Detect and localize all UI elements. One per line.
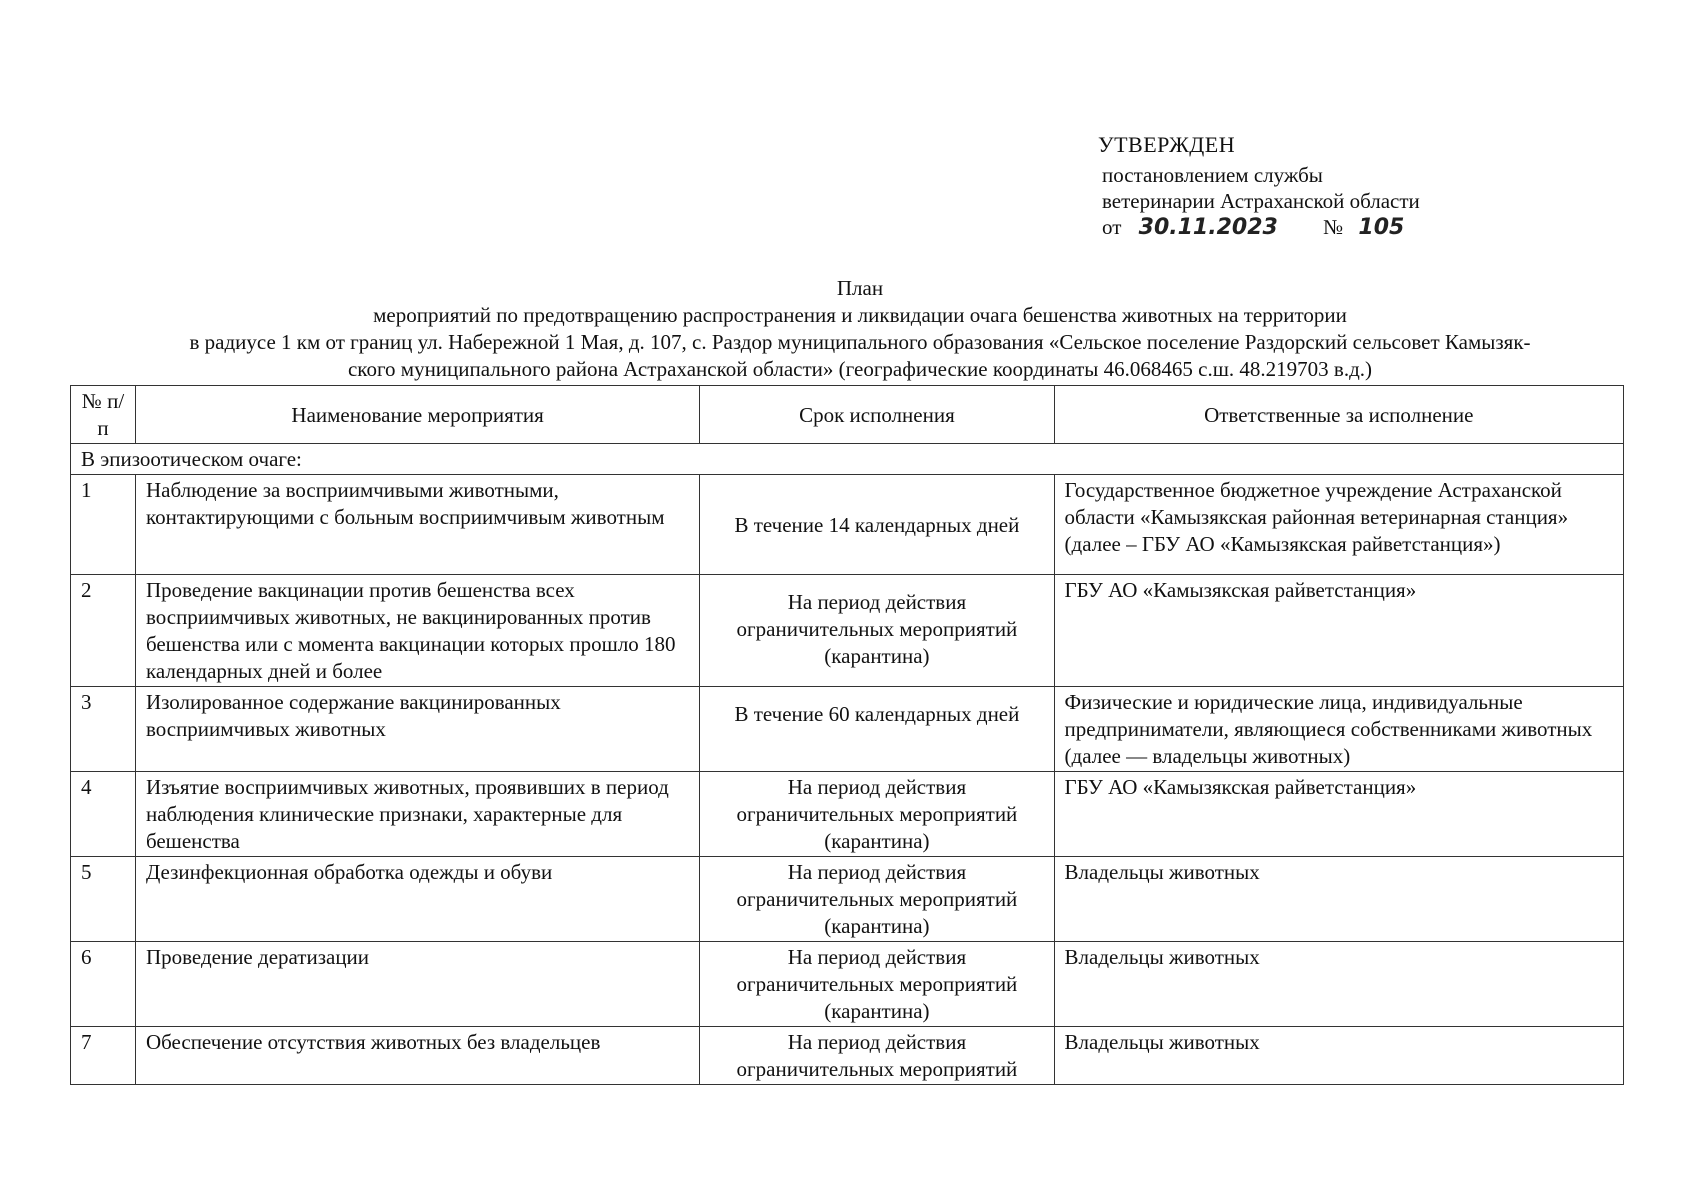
row-resp: ГБУ АО «Камызякская райветстанция» xyxy=(1054,772,1623,857)
title-line-1: План xyxy=(836,276,884,300)
row-name: Обеспечение отсутствия животных без владельцев xyxy=(135,1027,699,1085)
document-title xyxy=(60,275,1660,383)
row-name: Изъятие восприимчивых животных, проявивших в период наблюдения клинические признаки, характерные для бешенства xyxy=(135,772,699,857)
row-term: На период действия ограничительных мероприятий (карантина) xyxy=(700,575,1054,687)
table-row xyxy=(71,475,1624,575)
row-resp: ГБУ АО «Камызякская райветстанция» xyxy=(1054,575,1623,687)
row-name: Изолированное содержание вакцинированных восприимчивых животных xyxy=(135,687,699,772)
row-resp: Владельцы животных xyxy=(1054,1027,1623,1085)
approval-date-line xyxy=(1098,214,1420,241)
row-name: Проведение вакцинации против бешенства всех восприимчивых животных, не вакцинированных против бешенства или с момента вакцинации которых прошло 180 календарных дней и более xyxy=(135,575,699,687)
approval-line-1: постановлением службы xyxy=(1102,163,1323,187)
row-term: На период действия ограничительных мероприятий (карантина) xyxy=(700,942,1054,1027)
row-num: 3 xyxy=(71,687,136,772)
section-label: В эпизоотическом очаге: xyxy=(71,444,1624,475)
approval-block xyxy=(1098,132,1420,241)
row-num: 4 xyxy=(71,772,136,857)
approval-number-label: № xyxy=(1323,215,1344,239)
approval-number: 105 xyxy=(1358,215,1405,240)
row-resp: Владельцы животных xyxy=(1054,942,1623,1027)
row-term: На период действия ограничительных мероприятий (карантина) xyxy=(700,857,1054,942)
row-term: В течение 14 календарных дней xyxy=(700,475,1054,575)
row-resp: Владельцы животных xyxy=(1054,857,1623,942)
approval-date: 30.11.2023 xyxy=(1138,215,1278,240)
table-row xyxy=(71,772,1624,857)
row-num: 2 xyxy=(71,575,136,687)
table-row xyxy=(71,857,1624,942)
title-line-3: в радиусе 1 км от границ ул. Набережной 1 Мая, д. 107, с. Раздор муниципального образования «Сельское поселение Раздорский сельсовет Камызяк- xyxy=(189,330,1531,354)
section-row xyxy=(71,444,1624,475)
row-name: Проведение дератизации xyxy=(135,942,699,1027)
header-resp: Ответственные за исполнение xyxy=(1054,386,1623,444)
approval-from-label: от xyxy=(1102,215,1122,239)
row-num: 5 xyxy=(71,857,136,942)
approval-heading: УТВЕРЖДЕН xyxy=(1098,132,1236,157)
table-row xyxy=(71,942,1624,1027)
plan-table xyxy=(70,385,1624,1085)
title-line-2: мероприятий по предотвращению распространения и ликвидации очага бешенства животных на территории xyxy=(373,303,1347,327)
row-resp: Физические и юридические лица, индивидуальные предприниматели, являющиеся собственниками животных (далее — владельцы животных) xyxy=(1054,687,1623,772)
row-name: Наблюдение за восприимчивыми животными, контактирующими с больным восприимчивым животным xyxy=(135,475,699,575)
row-term: На период действия ограничительных мероприятий xyxy=(700,1027,1054,1085)
row-term: В течение 60 календарных дней xyxy=(700,687,1054,772)
row-resp: Государственное бюджетное учреждение Астраханской области «Камызякская районная ветеринарная станция» (далее – ГБУ АО «Камызякская райветстанция») xyxy=(1054,475,1623,575)
row-name: Дезинфекционная обработка одежды и обуви xyxy=(135,857,699,942)
row-term: На период действия ограничительных мероприятий (карантина) xyxy=(700,772,1054,857)
table-header-row xyxy=(71,386,1624,444)
header-name: Наименование мероприятия xyxy=(135,386,699,444)
row-num: 1 xyxy=(71,475,136,575)
table-row xyxy=(71,575,1624,687)
title-line-4: ского муниципального района Астраханской области» (географические координаты 46.068465 с.ш. 48.219703 в.д.) xyxy=(347,357,1373,381)
row-num: 7 xyxy=(71,1027,136,1085)
header-num: № п/п xyxy=(71,386,136,444)
approval-line-2: ветеринарии Астраханской области xyxy=(1102,189,1420,213)
table-row xyxy=(71,687,1624,772)
header-term: Срок исполнения xyxy=(700,386,1054,444)
row-num: 6 xyxy=(71,942,136,1027)
table-row xyxy=(71,1027,1624,1085)
